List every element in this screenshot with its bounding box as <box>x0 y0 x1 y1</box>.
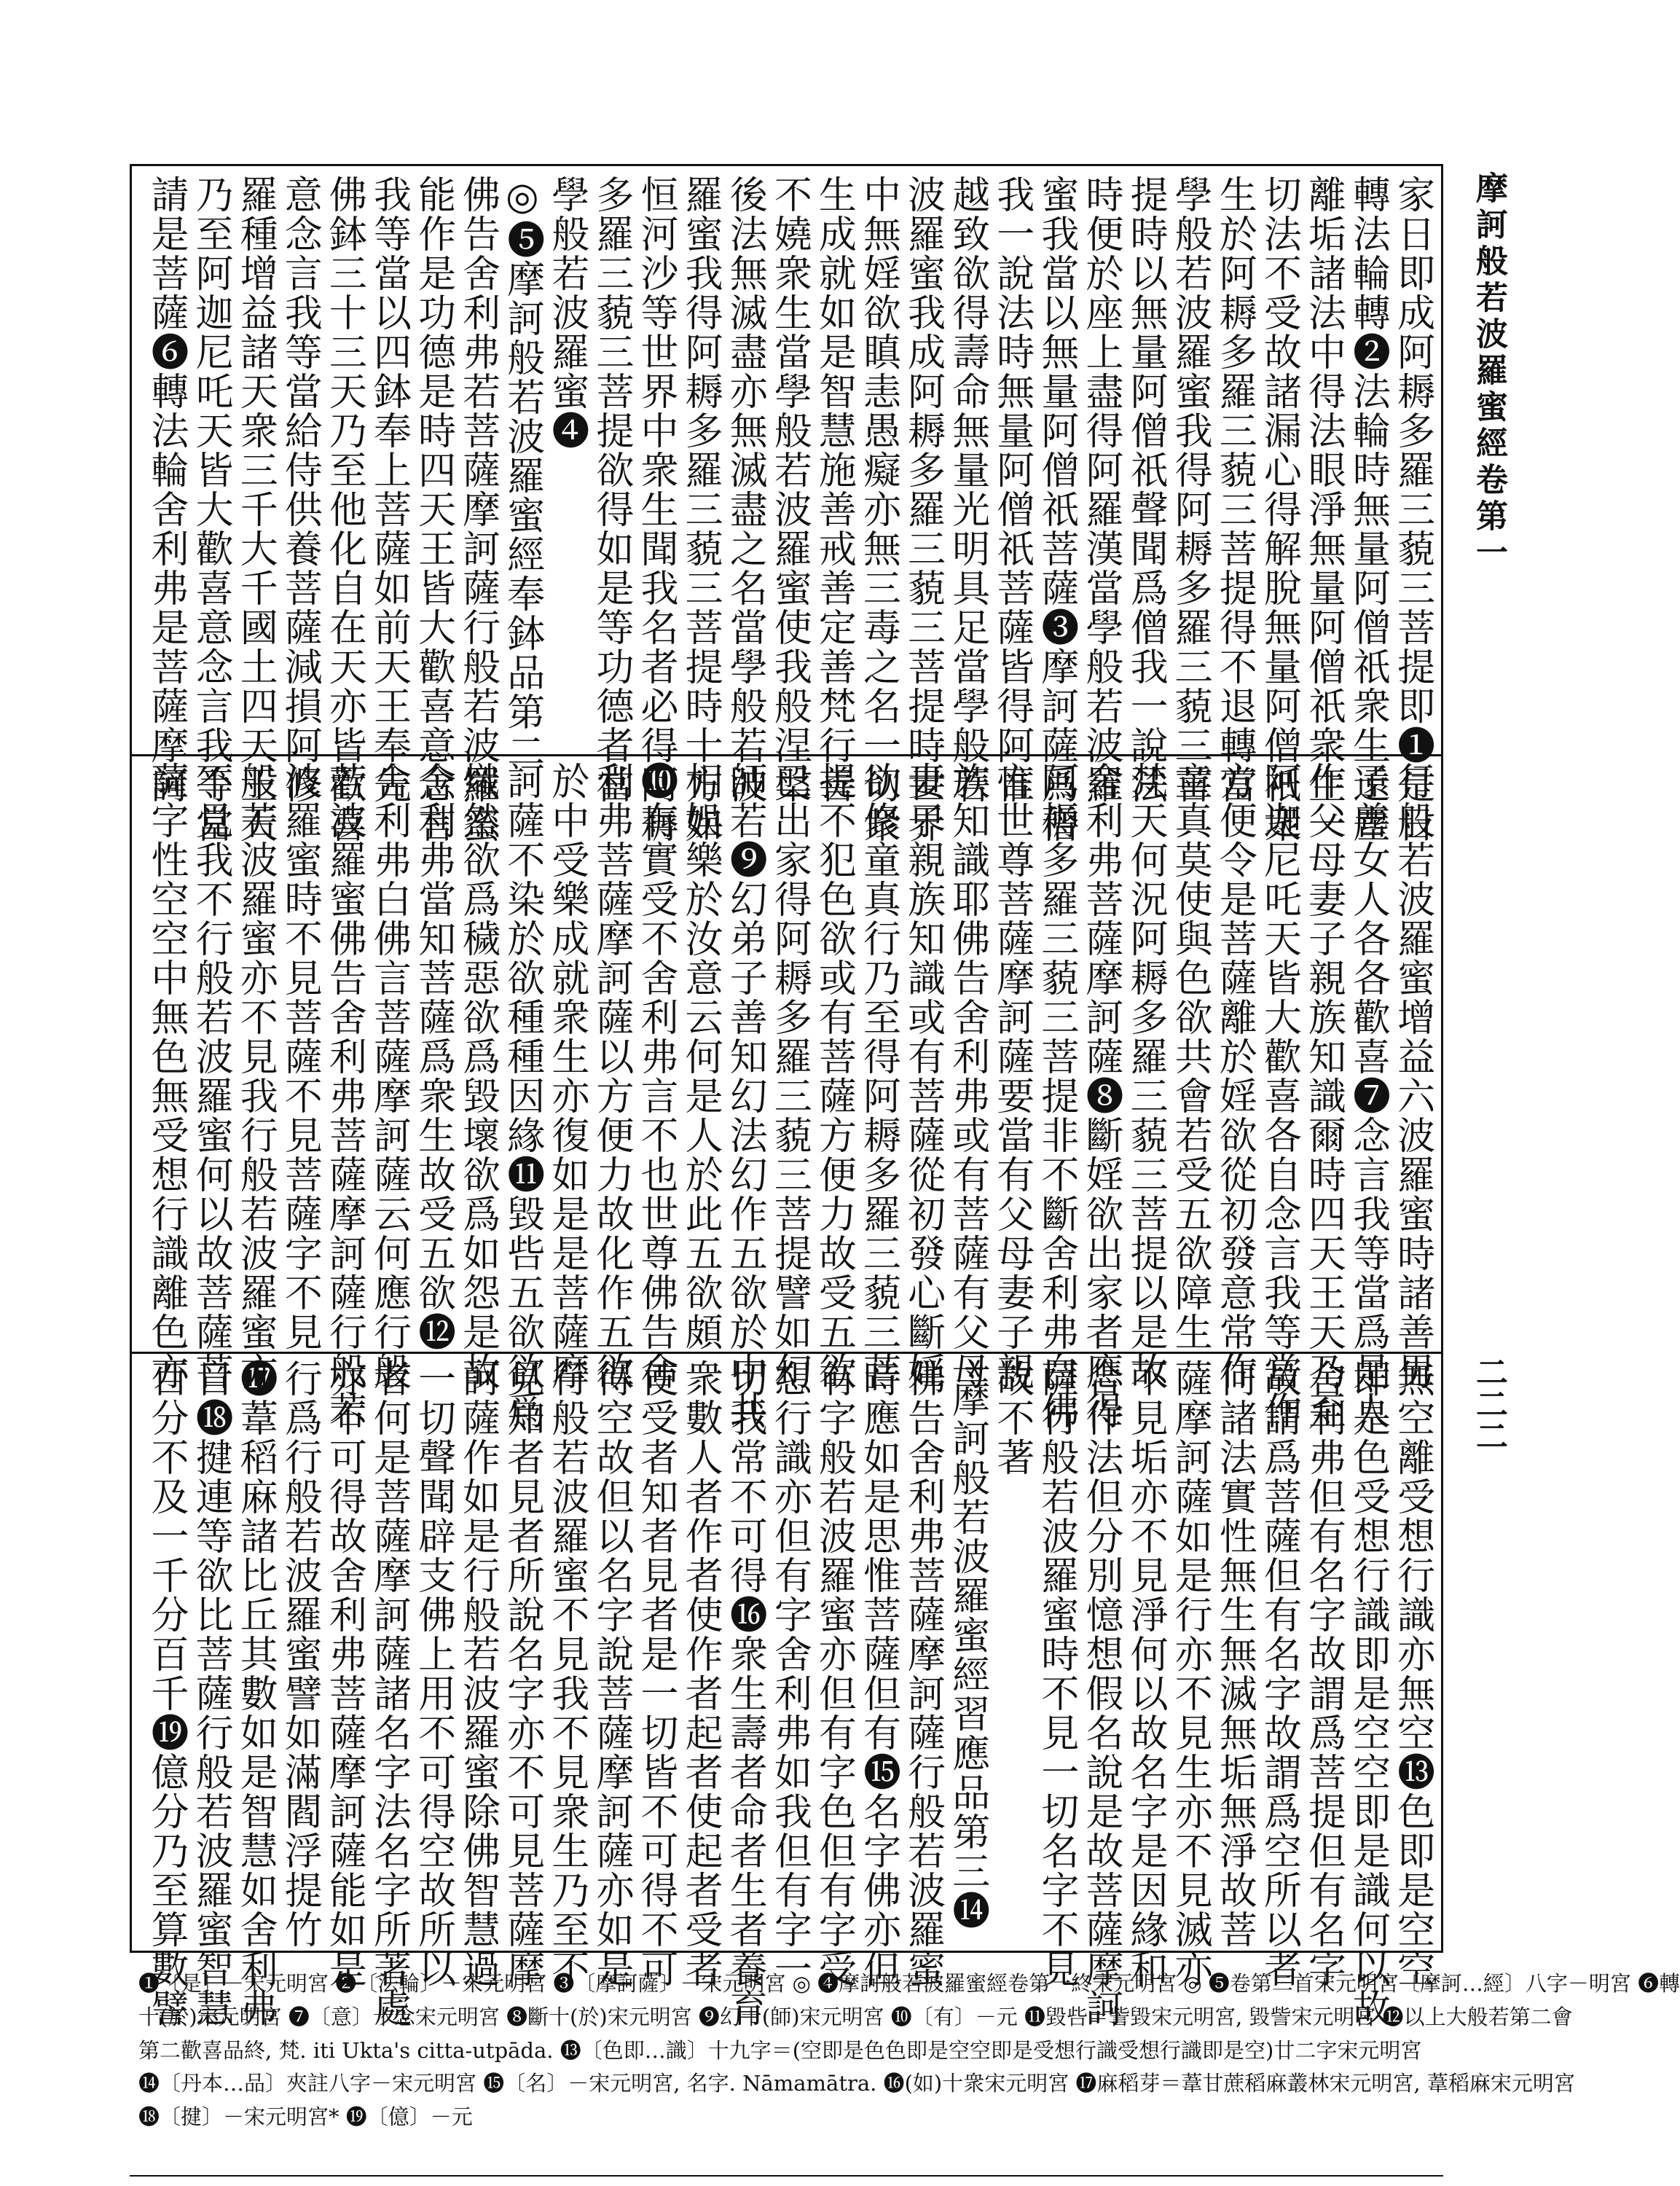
text-column: 離垢諸法中得法眼淨無量阿僧祇衆生一 <box>1301 175 1346 844</box>
text-column: 者何是菩薩摩訶薩諸名字法名字所著處 <box>366 1359 411 2028</box>
text-column: 有字般若波羅蜜亦但有字色但有字受 <box>812 1359 856 1989</box>
text-column: 中無婬欲瞋恚愚癡亦無三毒之名一切衆 <box>856 175 900 844</box>
text-column: 我等當以四鉢奉上菩薩如前天王奉先 <box>366 175 411 804</box>
text-column: 時便於座上盡得阿羅漢當學般若波羅 <box>1078 175 1123 804</box>
text-column: 行般若波羅蜜增益六波羅蜜時諸善男 <box>1390 761 1434 1391</box>
text-column: 我一說法時無量阿僧祇菩薩皆得阿惟 <box>989 175 1034 804</box>
text-column: 於中受樂成就衆生亦復如是是菩薩摩 <box>544 761 589 1391</box>
text-column: 薩字性空空中無色無受想行識離色亦 <box>144 761 188 1391</box>
text-column: 即是色受想行識即是空空即是識何以故 <box>1346 1359 1390 2028</box>
text-column: ⓱葦稻麻諸比丘其數如是智慧如舍利弗 <box>233 1359 278 2028</box>
text-column: 使受者知者見者是一切皆不可得不可 <box>634 1359 678 1989</box>
text-column: 熾然欲爲穢惡欲爲毀壞欲爲如怨是故 <box>455 761 500 1391</box>
page-number: 二二二 <box>1470 1355 1507 1452</box>
text-column: 切我常不可得⓰衆生壽者命者生者養育 <box>723 1359 767 2028</box>
text-column: 百分不及一千分百千⓳億分乃至算數譬 <box>144 1359 188 2028</box>
text-column: 子善女人各各歡喜❼念言我等當爲是人 <box>1346 761 1390 1430</box>
text-column: 不見我不行般若波羅蜜何以故菩薩菩 <box>189 761 233 1391</box>
text-column: 舍利弗當知菩薩爲衆生故受五欲⓬ <box>411 761 455 1352</box>
text-column: 合作法但分別憶想假名說是故菩薩摩訶 <box>1078 1359 1123 2028</box>
bottom-rule <box>130 2175 1443 2177</box>
footnote-line: ⓮〔丹本…品〕夾註八字－宋元明宮 ⓯〔名〕－宋元明宮, 名字. Nāmamātra. ⓰(如)十衆宋元明宮 ⓱麻稻芽＝葦甘蔗稻麻叢林宋元明宮, 葦稻麻宋元明宮 <box>138 2071 1575 2096</box>
text-band-top <box>134 175 1439 844</box>
text-column: 何諸法實性無生無滅無垢無淨故菩 <box>1212 1359 1257 1949</box>
text-column: 切法不受故諸漏心得解脫無量阿僧祇衆 <box>1257 175 1301 844</box>
footnote-line: ❶〔是〕－宋元明宮 ❷〔法輪〕－宋元明宮 ❸〔摩訶薩〕－宋元明宮 ◎ ❹摩訶般若波羅蜜經卷第一終宋元明宮 ◎ ❺卷第二首宋元明宮〔摩訶…經〕八字－明宮 ❻轉 <box>138 1971 1680 1996</box>
text-column: 相娛樂於汝意云何是人於此五欲頗 <box>678 761 723 1352</box>
footnotes <box>138 1967 1680 2134</box>
text-column: 舍利弗菩薩摩訶薩❽斷婬欲出家者應得 <box>1078 761 1123 1430</box>
text-column: 作父母妻子親族知識爾時四天王天乃至 <box>1301 761 1346 1430</box>
text-column: 不見垢亦不見淨何以故名字是因緣和 <box>1123 1359 1168 1989</box>
text-column: 越致欲得壽命無量光明具足當學般若 <box>945 175 989 804</box>
text-column: 得空故但以名字說菩薩摩訶薩亦如是 <box>589 1359 633 1989</box>
text-column: 亦不可得故舍利弗菩薩摩訶薩能如是 <box>322 1359 366 1989</box>
text-column: 一切聲聞辟支佛上用不可得空故所以 <box>411 1359 455 1989</box>
running-title: 摩訶般若波羅蜜經卷第一 <box>1470 171 1507 572</box>
text-column: 提時以無量阿僧祇聲聞爲僧我一說法 <box>1123 175 1168 804</box>
text-column: 薩摩訶薩如是行亦不見生亦不見滅亦 <box>1168 1359 1212 1989</box>
text-column: 佛告舍利弗若菩薩摩訶薩行般若波羅蜜 <box>455 175 500 844</box>
text-column: 欲修童真行乃至得阿耨多羅三藐三菩 <box>856 761 900 1391</box>
text-column: 波羅蜜時不見菩薩不見菩薩字不見 <box>278 761 322 1352</box>
text-column: ◎❺摩訶般若波羅蜜經奉鉢品第二 <box>500 175 544 771</box>
text-column: *摩訶般若波羅蜜經習應品第三⓮ <box>945 1359 989 1930</box>
text-column: 意念言我等當給侍供養菩薩減損阿修 <box>278 175 322 804</box>
text-column: 目⓲揵連等欲比菩薩行般若波羅蜜智慧 <box>189 1359 233 2028</box>
text-column: 般若波羅蜜亦不見我行般若波羅蜜亦 <box>233 761 278 1391</box>
text-column: 訶薩不染於欲種種因緣⓫毀呰五欲欲爲 <box>500 761 544 1430</box>
text-column: 訶薩作如是行般若波羅蜜除佛智慧過 <box>455 1359 500 1989</box>
text-column: 師若❾幻弟子善知幻法幻作五欲於中共 <box>723 761 767 1430</box>
text-column: ❿有實受不舍利弗言不也世尊佛告舍 <box>634 761 678 1391</box>
text-column: 阿迦尼吒天皆大歡喜各自念言我等當作 <box>1257 761 1301 1430</box>
text-column: 族知識耶佛告舍利弗或有菩薩有父母 <box>945 761 989 1391</box>
text-column: 羅蜜我得阿耨多羅三藐三菩提時十方如 <box>678 175 723 844</box>
text-column: 利弗菩薩摩訶薩以方便力故化作五欲 <box>589 761 633 1391</box>
text-column: 學般若波羅蜜我得阿耨多羅三藐三菩 <box>1168 175 1212 804</box>
text-column: 若波羅蜜佛告舍利弗菩薩摩訶薩行般若 <box>322 761 366 1430</box>
text-column: 請是菩薩❻轉法輪舍利弗是菩薩摩訶 <box>144 175 188 804</box>
text-column: 不嬈衆生當學般若波羅蜜使我般涅槃 <box>767 175 812 804</box>
text-column: 阿耨多羅三藐三菩提非不斷舍利弗白佛 <box>1034 761 1078 1430</box>
text-column: 恒河沙等世界中衆生聞我名者必得阿耨 <box>634 175 678 844</box>
text-column: 舍利弗但有名字故謂爲菩提但有名字 <box>1301 1359 1346 1989</box>
text-column: 已出家得阿耨多羅三藐三菩提譬如幻 <box>767 761 812 1391</box>
text-column: 見知者見者所說名字亦不可見菩薩摩 <box>500 1359 544 1989</box>
text-column: 想行識亦但有字舍利弗如我但有字一 <box>767 1359 812 1989</box>
text-column: 蜜我當以無量阿僧祇菩薩❸摩訶薩爲僧 <box>1034 175 1078 844</box>
text-column: 妻子親族知識或有菩薩從初發心斷婬 <box>900 761 945 1391</box>
text-column: 衆數人者作者使作者起者使起者受者 <box>678 1359 723 1989</box>
text-column: 生於阿耨多羅三藐三菩提得不退轉當 <box>1212 175 1257 804</box>
text-column: 薩行般若波羅蜜時不見一切名字不見 <box>1034 1359 1078 1989</box>
text-column: 波羅蜜我成阿耨多羅三藐三菩提時世界 <box>900 175 945 844</box>
text-column: 能作是功德是時四天王皆大歡喜意念言 <box>411 175 455 844</box>
text-column: 梵天何況阿耨多羅三藐三菩提以是故 <box>1123 761 1168 1391</box>
footnote-line: ⓲〔揵〕－宋元明宮* ⓳〔億〕－元 <box>138 2104 473 2130</box>
text-column: 乃至阿迦尼吒天皆大歡喜意念言我等當 <box>189 175 233 844</box>
text-column: 提不犯色欲或有菩薩方便力故受五欲 <box>812 761 856 1391</box>
text-column: 多羅三藐三菩提欲得如是等功德者當 <box>589 175 633 804</box>
text-column: 無空離受想行識亦無空⓭色即是空空 <box>1390 1359 1434 1989</box>
text-column: 後法無滅盡亦無滅盡之名當學般若波 <box>723 175 767 804</box>
text-column: 生成就如是智慧施善戒善定善梵行善 <box>812 175 856 804</box>
text-column: 佛告舍利弗菩薩摩訶薩行般若波羅蜜 <box>900 1359 945 1989</box>
text-column: 佛鉢三十三天乃至他化自在天亦皆歡喜 <box>322 175 366 844</box>
text-column: 故不著 <box>989 1359 1034 1477</box>
text-column: 學般若波羅蜜❹ <box>544 175 589 450</box>
text-column: 故謂爲菩薩但有名字故謂爲空所以者 <box>1257 1359 1301 1989</box>
text-column: 童真莫使與色欲共會若受五欲障生 <box>1168 761 1212 1352</box>
text-column: 行般若波羅蜜不見我不見衆生乃至不 <box>544 1359 589 1989</box>
text-column: 羅種增益諸天衆三千大千國土四天王天 <box>233 175 278 844</box>
text-column: 家日即成阿耨多羅三藐三菩提即❶是日 <box>1390 175 1434 844</box>
text-column: 轉法輪轉❷法輪時無量阿僧祇衆生遠塵 <box>1346 175 1390 844</box>
text-column: 言世尊菩薩摩訶薩要當有父母妻子親 <box>989 761 1034 1391</box>
footnote-line: 十(於)宋元明宮 ❼〔意〕十念宋元明宮 ❽斷十(於)宋元明宮 ❾幻十(師)宋元明宮 ❿〔有〕－元 ⓫毀呰＝訾毀宋元明宮, 毀訾宋元明宮 ⓬以上大般若第二會 <box>138 2004 1573 2029</box>
text-column: 方便令是菩薩離於婬欲從初發意常作 <box>1212 761 1257 1391</box>
text-column: 舍利弗白佛言菩薩摩訶薩云何應行般 <box>366 761 411 1391</box>
text-column: 行爲行般若波羅蜜譬如滿閻浮提竹 <box>278 1359 322 1949</box>
footnote-line: 第二歡喜品終, 梵. iti Ukta's citta-utpāda. ⓭〔色即…識〕十九字＝(空即是色色即是空空即是受想行識受想行識即是空)廿二字宋元明宮 <box>138 2037 1422 2063</box>
text-column: 時應如是思惟菩薩但有⓯名字佛亦但 <box>856 1359 900 1989</box>
